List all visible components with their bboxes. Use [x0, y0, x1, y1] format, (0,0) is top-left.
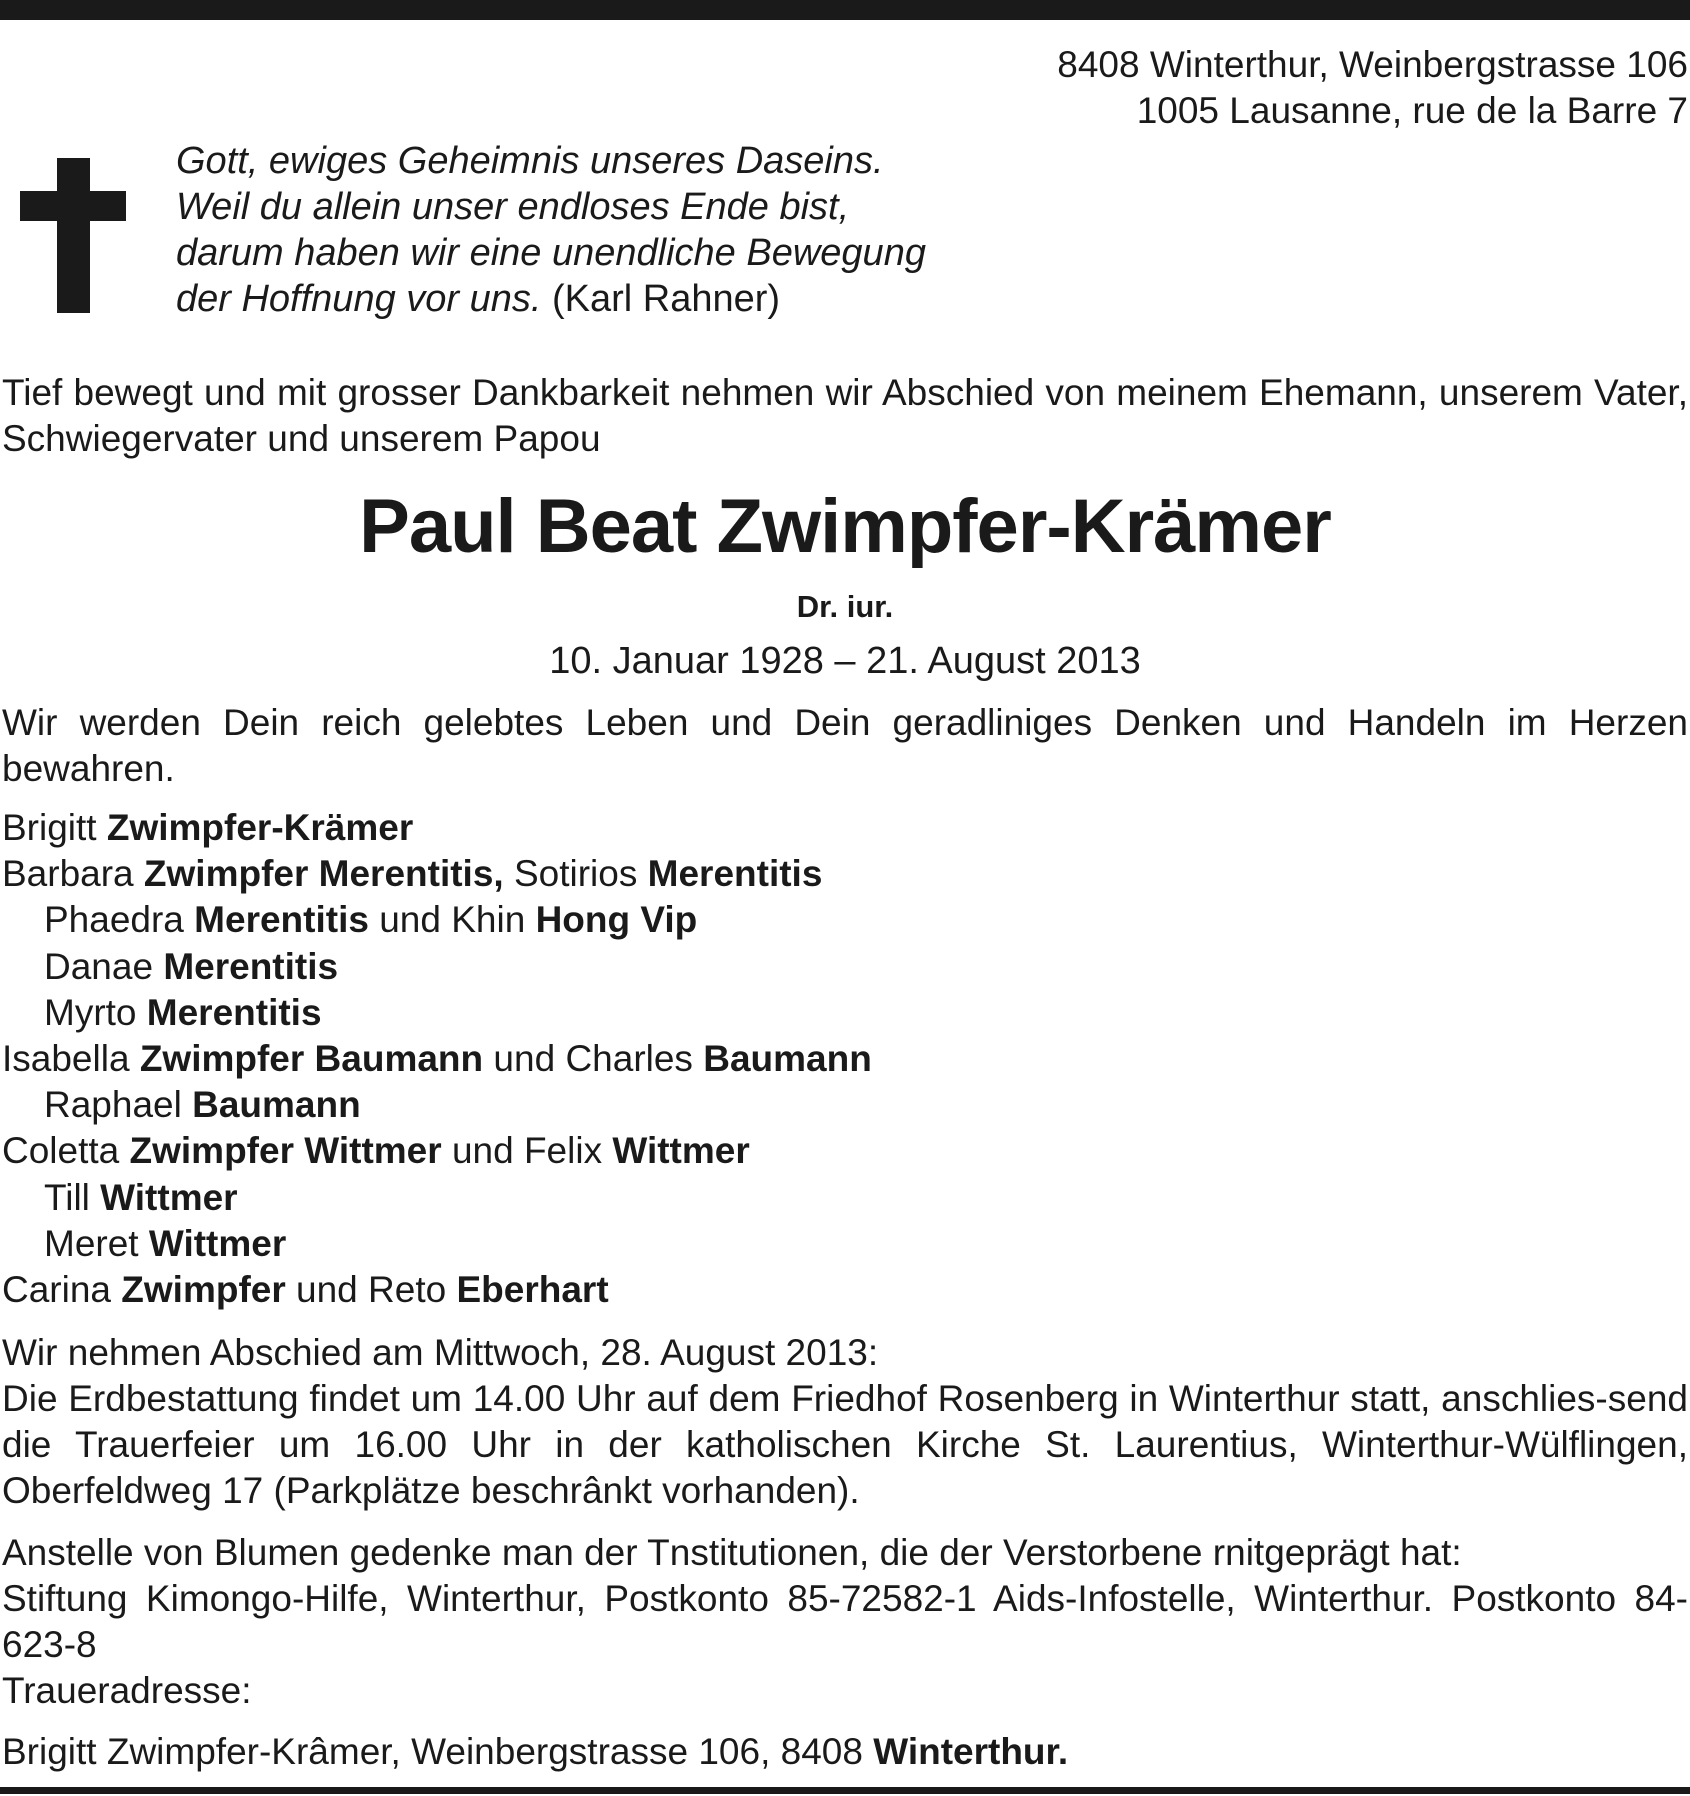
quote	[176, 138, 926, 322]
family-given-name: Danae	[44, 945, 154, 987]
family-member	[2, 944, 872, 990]
farewell-block	[2, 1330, 1688, 1514]
family-conjunction: und	[296, 1268, 358, 1310]
family-list	[2, 805, 872, 1313]
quote-line: Gott, ewiges Geheimnis unseres Daseins.	[176, 140, 884, 182]
family-given-name: Brigitt	[2, 807, 97, 848]
family-given-name: Phaedra	[44, 899, 184, 941]
address-block	[1057, 42, 1688, 134]
family-given-name: Barbara	[2, 853, 134, 895]
family-surname: Merentitis	[163, 945, 339, 987]
family-surname: Baumann	[192, 1084, 361, 1126]
family-conjunction: und	[451, 1130, 514, 1172]
family-given-name: Meret	[44, 1222, 139, 1264]
family-given-name: Reto	[368, 1268, 447, 1310]
mourning-address-text: Brigitt Zwimpfer-Krâmer, Weinbergstrasse 106, 8408	[2, 1731, 863, 1772]
family-surname: Wittmer	[148, 1222, 287, 1264]
family-member	[2, 1082, 872, 1128]
quote-line: Weil du allein unser endloses Ende bist,	[176, 186, 850, 228]
memory-text: Wir werden Dein reich gelebtes Leben und Dein geradliniges Denken und Handeln im Herzen bewahren.	[2, 702, 1688, 789]
family-surname: Hong Vip	[535, 899, 698, 941]
family-given-name: Isabella	[2, 1037, 130, 1079]
family-member	[2, 1267, 872, 1313]
farewell-text: Die Erdbestattung findet um 14.00 Uhr auf dem Friedhof Rosenberg in Winterthur statt, anschlies-send die Trauerfeier um 16.00 Uhr in der katholischen Kirche St. Laurentius, Winterthur-Wülflingen, Oberfeldweg 17 (Parkplätze beschrânkt vorhanden).	[2, 1378, 1688, 1511]
mourning-address-label: Traueradresse:	[2, 1670, 252, 1711]
cross-icon	[20, 158, 126, 313]
family-surname: Merentitis	[194, 899, 369, 941]
family-given-name: Charles	[565, 1037, 693, 1079]
address-line: 8408 Winterthur, Weinbergstrasse 106	[1057, 44, 1688, 85]
life-dates: 10. Januar 1928 – 21. August 2013	[549, 640, 1141, 682]
family-surname: Zwimpfer	[121, 1268, 286, 1310]
family-given-name: Sotirios	[513, 853, 638, 895]
family-surname: Merentitis	[647, 853, 823, 895]
mourning-address-city: Winterthur.	[873, 1731, 1069, 1772]
family-member	[2, 1128, 872, 1174]
donations-text: Stiftung Kimongo-Hilfe, Winterthur, Postkonto 85-72582-1 Aids-Infostelle, Winterthur. Postkonto 84-623-8	[2, 1578, 1688, 1665]
family-given-name: Coletta	[2, 1130, 120, 1172]
family-surname: Baumann	[703, 1037, 872, 1079]
family-conjunction: und	[493, 1037, 556, 1079]
donations-intro: Anstelle von Blumen gedenke man der Tnstitutionen, die der Verstorbene rnitgeprägt hat:	[2, 1532, 1462, 1573]
family-member	[2, 897, 872, 943]
quote-text: der Hoffnung vor uns.	[176, 278, 542, 320]
family-member	[2, 1221, 872, 1267]
top-rule	[0, 0, 1690, 20]
family-given-name: Raphael	[44, 1084, 182, 1126]
family-given-name: Myrto	[44, 991, 137, 1033]
donations-block	[2, 1530, 1688, 1668]
quote-author: (Karl Rahner)	[552, 278, 781, 320]
address-line: 1005 Lausanne, rue de la Barre 7	[1136, 90, 1688, 131]
family-surname: Zwimpfer-Krämer	[106, 807, 414, 848]
family-surname: Zwimpfer Merentitis,	[143, 853, 504, 895]
bottom-rule	[0, 1787, 1690, 1794]
family-surname: Wittmer	[612, 1130, 750, 1172]
family-surname: Merentitis	[146, 991, 322, 1033]
family-conjunction: und	[379, 899, 441, 941]
intro-text: Tief bewegt und mit grosser Dankbarkeit nehmen wir Abschied von meinem Ehemann, unserem Vater, Schwiegervater und unserem Papou	[2, 372, 1688, 459]
family-surname: Zwimpfer Baumann	[139, 1037, 484, 1079]
family-surname: Wittmer	[100, 1176, 238, 1218]
farewell-date: Wir nehmen Abschied am Mittwoch, 28. August 2013:	[2, 1332, 879, 1373]
family-member	[2, 851, 872, 897]
family-member	[2, 1036, 872, 1082]
deceased-name: Paul Beat Zwimpfer-Krämer	[359, 484, 1331, 569]
quote-line	[176, 276, 926, 322]
family-surname: Zwimpfer Wittmer	[129, 1130, 442, 1172]
family-given-name: Khin	[451, 899, 526, 941]
quote-line: darum haben wir eine unendliche Bewegung	[176, 232, 926, 274]
family-given-name: Felix	[523, 1130, 603, 1172]
family-member	[2, 1175, 872, 1221]
deceased-title: Dr. iur.	[796, 589, 894, 624]
family-member	[2, 990, 872, 1036]
family-member	[2, 805, 872, 851]
family-given-name: Carina	[2, 1268, 111, 1310]
mourning-address	[2, 1729, 1068, 1775]
family-surname: Eberhart	[456, 1268, 609, 1310]
family-given-name: Till	[44, 1176, 90, 1218]
